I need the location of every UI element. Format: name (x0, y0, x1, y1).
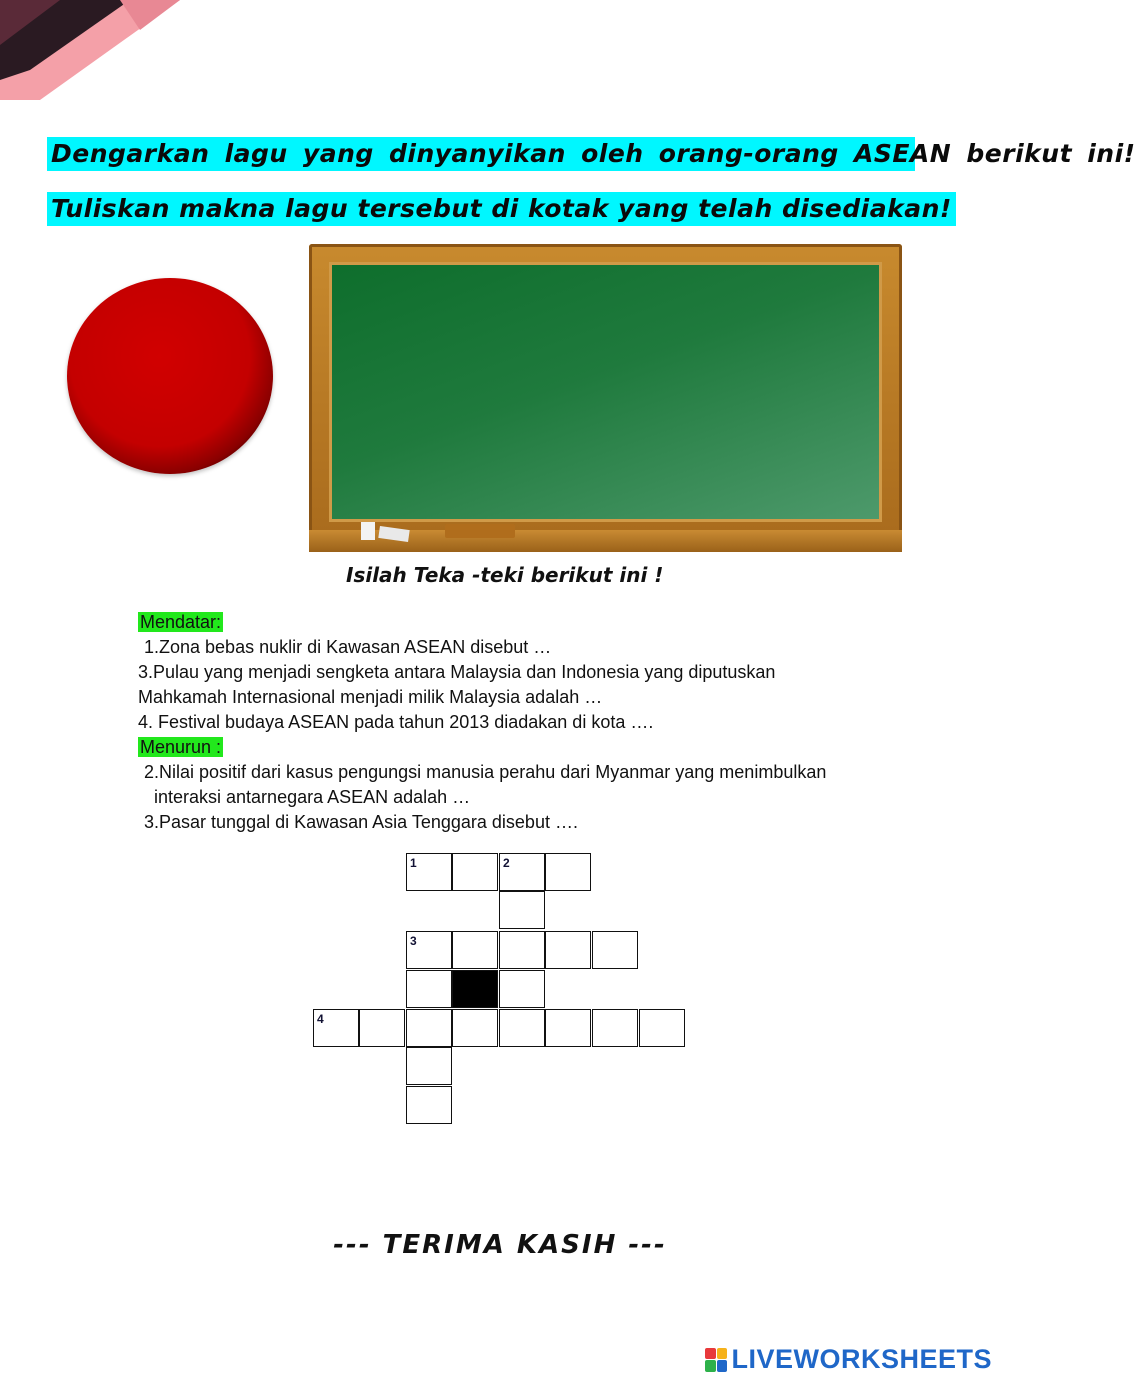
crossword-cell[interactable] (499, 853, 545, 891)
crossword-cell[interactable] (592, 1009, 638, 1047)
crossword-cell[interactable] (359, 1009, 405, 1047)
thank-you-text: --- TERIMA KASIH --- (333, 1230, 667, 1260)
clue-number: 4 (317, 1012, 324, 1026)
crossword-cell[interactable] (499, 970, 545, 1008)
clue-across-3-cont: Mahkamah Internasional menjadi milik Malaysia adalah … (138, 687, 603, 707)
crossword-cell[interactable] (406, 853, 452, 891)
crossword-cell[interactable] (452, 1009, 498, 1047)
chalk-icon (361, 522, 375, 540)
chalkboard (309, 244, 902, 552)
brand-logo (705, 1344, 992, 1375)
clue-number: 2 (503, 856, 510, 870)
clue-number: 3 (410, 934, 417, 948)
brand-name: LIVEWORKSHEETS (731, 1344, 992, 1374)
crossword-cell[interactable] (406, 1047, 452, 1085)
clue-across-1: 1.Zona bebas nuklir di Kawasan ASEAN disebut … (144, 637, 552, 657)
crossword-cell[interactable] (452, 931, 498, 969)
crossword-cell[interactable] (406, 1086, 452, 1124)
clue-number: 1 (410, 856, 417, 870)
crossword-cell[interactable] (499, 931, 545, 969)
clue-down-2-cont: interaksi antarnegara ASEAN adalah … (154, 787, 471, 807)
crossword-black-cell (452, 970, 498, 1008)
crossword-cell[interactable] (592, 931, 638, 969)
chalk-icon (378, 526, 409, 542)
liveworksheets-icon (705, 1348, 727, 1372)
chalk-ledge (309, 530, 902, 552)
crossword-cell[interactable] (499, 891, 545, 929)
crossword-cell[interactable] (406, 1009, 452, 1047)
answer-textbox[interactable] (329, 262, 882, 522)
crossword-cell[interactable] (639, 1009, 685, 1047)
record-button-icon[interactable] (67, 278, 273, 474)
clue-across-3: 3.Pulau yang menjadi sengketa antara Malaysia dan Indonesia yang diputuskan (138, 662, 776, 682)
crossword-cell[interactable] (313, 1009, 359, 1047)
clue-across-4: 4. Festival budaya ASEAN pada tahun 2013 diadakan di kota …. (138, 712, 654, 732)
clue-down-2: 2.Nilai positif dari kasus pengungsi manusia perahu dari Myanmar yang menimbulkan (144, 762, 827, 782)
crossword-cell[interactable] (499, 1009, 545, 1047)
across-heading: Mendatar: (140, 612, 222, 632)
instruction-listen: Dengarkan lagu yang dinyanyikan oleh orang-orang ASEAN berikut ini! (47, 137, 915, 171)
crossword-cell[interactable] (545, 931, 591, 969)
crossword-cell[interactable] (452, 853, 498, 891)
down-heading: Menurun : (140, 737, 222, 757)
clue-down-3: 3.Pasar tunggal di Kawasan Asia Tenggara disebut …. (144, 812, 578, 832)
crossword-cell[interactable] (545, 853, 591, 891)
puzzle-title: Isilah Teka -teki berikut ini ! (346, 563, 664, 587)
crossword-cell[interactable] (545, 1009, 591, 1047)
crossword-cell[interactable] (406, 970, 452, 1008)
clue-list (138, 610, 938, 835)
crossword-cell[interactable] (406, 931, 452, 969)
corner-decoration (0, 0, 200, 100)
eraser-icon (445, 524, 515, 538)
instruction-write: Tuliskan makna lagu tersebut di kotak yang telah disediakan! (47, 192, 956, 226)
